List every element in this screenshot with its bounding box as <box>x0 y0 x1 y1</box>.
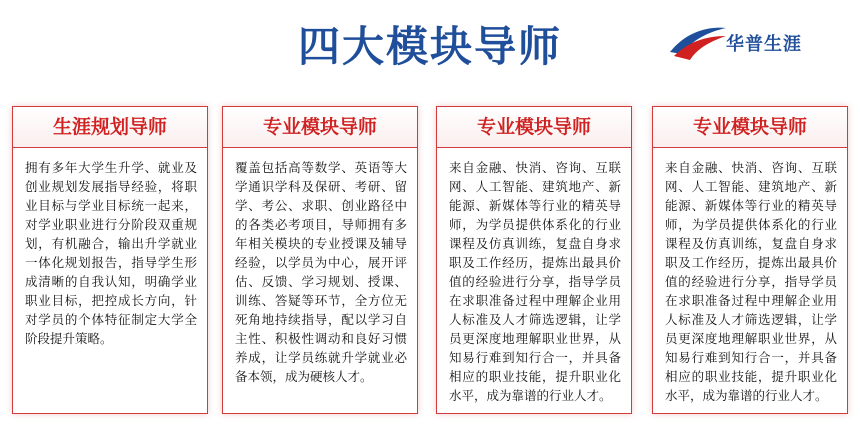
swoosh-icon <box>668 22 728 66</box>
page-title: 四大模块导师 <box>297 22 562 71</box>
card-text: 覆盖包括高等数学、英语等大学通识学科及保研、考研、留学、考公、求职、创业路径中的各类必考项目，导师拥有多年相关模块的专业授课及辅导经验，以学员为中心，展开评估、反馈、学习规划、授课、训练、答疑等环节，全方位无死角地持续指导，配以学习自主性、积极性调动和良好习惯养成，让学员练就升学就业必备本领，成为硬核人才。 <box>235 160 407 384</box>
card-text: 来自金融、快消、咨询、互联网、人工智能、建筑地产、新能源、新媒体等行业的精英导师，为学员提供体系化的行业课程及仿真训练，复盘自身求职及工作经历，提炼出最具价值的经验进行分享，指导学员在求职准备过程中理解企业用人标准及人才筛选逻辑，让学员更深度地理解职业世界，从知易行难到知行合一，并具备相应的职业技能，提升职业化水平，成为靠谱的行业人才。 <box>665 160 837 403</box>
card-title: 专业模块导师 <box>437 107 631 148</box>
mentor-card-career <box>12 106 208 414</box>
card-text: 来自金融、快消、咨询、互联网、人工智能、建筑地产、新能源、新媒体等行业的精英导师，为学员提供体系化的行业课程及仿真训练，复盘自身求职及工作经历，提炼出最具价值的经验进行分享，指导学员在求职准备过程中理解企业用人标准及人才筛选逻辑，让学员更深度地理解职业世界，从知易行难到知行合一，并具备相应的职业技能，提升职业化水平，成为靠谱的行业人才。 <box>449 160 621 403</box>
mentor-card-subject <box>222 106 418 414</box>
card-title: 专业模块导师 <box>223 107 417 148</box>
brand-name: 华普生涯 <box>726 34 802 55</box>
card-title: 专业模块导师 <box>653 107 847 148</box>
card-text: 拥有多年大学生升学、就业及创业规划发展指导经验，将职业目标与学业目标统一起来，对学业职业进行分阶段双重规划，有机融合，输出升学就业一体化规划报告，指导学生形成清晰的自我认知，明确学业职业目标，把控成长方向，针对学员的个体特征制定大学全阶段提升策略。 <box>25 160 197 346</box>
brand-logo <box>668 22 828 66</box>
mentor-card-industry-2 <box>652 106 848 414</box>
mentor-card-industry-1 <box>436 106 632 414</box>
card-title: 生涯规划导师 <box>13 107 207 148</box>
